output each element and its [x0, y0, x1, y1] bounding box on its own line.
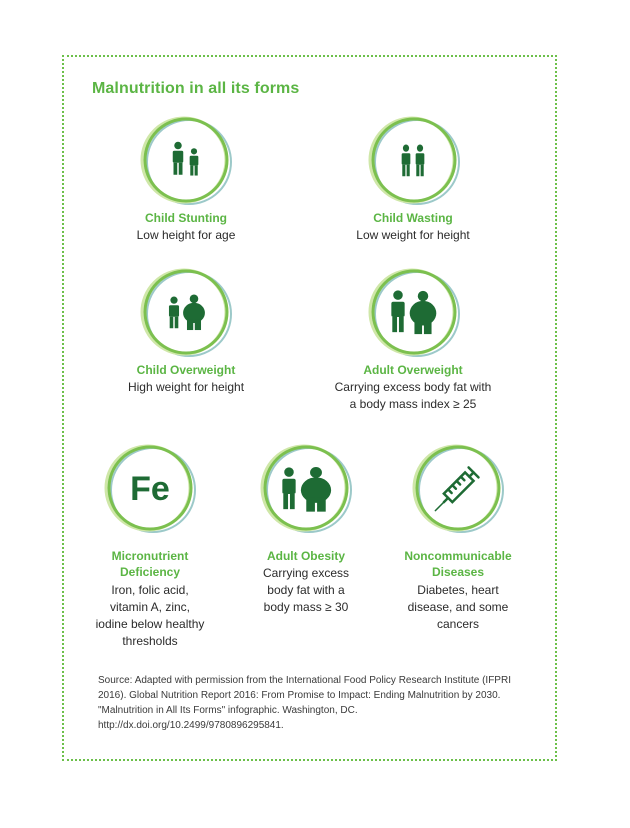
item-title-adult-overweight: Adult Overweight — [363, 363, 463, 377]
item-desc-adult-obesity-1: Carrying excess — [262, 566, 350, 580]
child-overweight-icon — [138, 264, 234, 360]
fe-symbol: Fe — [130, 470, 170, 508]
item-title-noncommunicable-2: Diseases — [431, 565, 485, 579]
item-title-child-stunting: Child Stunting — [145, 211, 227, 225]
two-children-wasting-icon — [366, 112, 462, 208]
item-desc-micronutrient-1: Iron, folic acid, — [111, 583, 189, 597]
item-title-child-wasting: Child Wasting — [373, 211, 453, 225]
item-desc-micronutrient-3: iodine below healthy — [95, 617, 205, 631]
item-desc-micronutrient-4: thresholds — [122, 634, 178, 648]
item-desc-adult-obesity-2: body fat with a — [267, 583, 345, 597]
adult-obesity-icon — [258, 440, 354, 536]
source-citation: Source: Adapted with permission from the International Food Policy Research Institute (IFPRI 2016). Global Nutrition Report 2016: From Promise to Impact: Ending Malnutrition by 2030. "Malnutrition in All Its Forms" infographic. Washington, DC. http://dx.doi.org/10.2499/9780896295841. — [98, 675, 511, 731]
item-title-noncommunicable-1: Noncommunicable — [404, 549, 512, 563]
item-desc-adult-obesity-3: body mass ≥ 30 — [263, 600, 349, 614]
item-desc-child-wasting: Low weight for height — [356, 228, 470, 242]
item-desc-noncommunicable-3: cancers — [436, 617, 480, 631]
item-title-micronutrient-2: Deficiency — [119, 565, 181, 579]
adult-overweight-icon — [366, 264, 462, 360]
item-title-adult-obesity: Adult Obesity — [266, 549, 345, 563]
item-desc-child-stunting: Low height for age — [136, 228, 236, 242]
item-title-child-overweight: Child Overweight — [136, 363, 236, 377]
item-desc-noncommunicable-2: disease, and some — [407, 600, 509, 614]
iron-fe-icon — [102, 440, 198, 536]
item-title-micronutrient-1: Micronutrient — [111, 549, 189, 563]
page-title: Malnutrition in all its forms — [92, 80, 300, 97]
item-desc-micronutrient-2: vitamin A, zinc, — [109, 600, 191, 614]
syringe-icon — [410, 440, 506, 536]
item-desc-noncommunicable-1: Diabetes, heart — [417, 583, 499, 597]
two-children-stunting-icon — [138, 112, 234, 208]
item-desc-adult-overweight-2: a body mass index ≥ 25 — [349, 397, 477, 411]
item-desc-adult-overweight-1: Carrying excess body fat with — [334, 380, 492, 394]
item-desc-child-overweight: High weight for height — [127, 380, 245, 394]
